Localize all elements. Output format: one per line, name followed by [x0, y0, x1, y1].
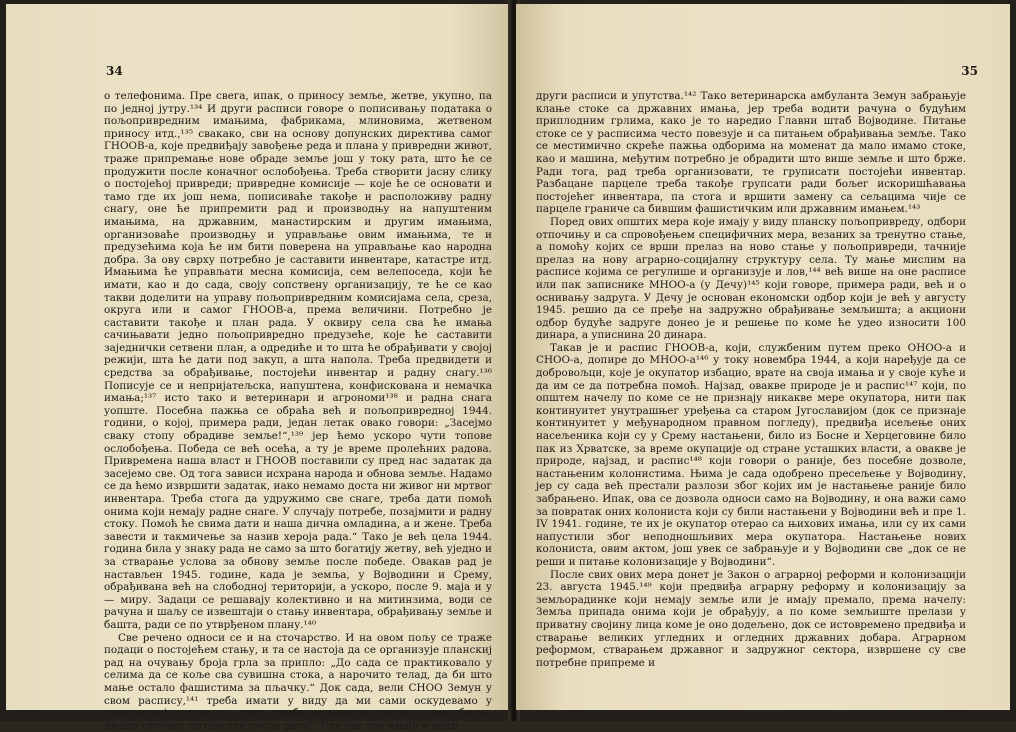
- page-number: 34: [106, 64, 123, 78]
- page-text: [104, 90, 492, 732]
- left-page: [6, 4, 512, 732]
- paragraph: о телефонима. Пре свега, ипак, о приносу земље, жетве, укупно, па по једној јутру.¹³⁴ И други расписи говоре о пописивању података о пољопривредним имањима, фабрикама, млиновима, жетвеном приносу итд.,¹³⁵ свакако, сви на основу допунских директива самог ГНООВ-а, које предвиђају завођење реда и плана у привредни живот, траже припремање нове обраде земље још у току рата, што ће се продужити после коначног ослобођења. Треба створити јасну слику о постојећој привреди; привредне комисије — које ће се основати и тамо где их још нема, пописиваће такође и расположиву радну снагу, оне ће припремити рад и производњу на напуштеним имањима, на државним, манастирским и другим имањима, организоваће производњу и управљање овим имањима, те и предузећима која ће им бити поверена на управљање као народна добра. За ову сврху потребно је саставити инвентаре, катастре итд. Имањима ће управљати месна комисија, сем велепоседа, који ће имати, као и до сада, своју сопствену организацију, те ће се као такви доделити на управу пољопривредним комисијама села, среза, округа или и самог ГНООВ-а, према величини. Потребно је саставити такође и план рада. У оквиру села сва ће имања сачињавати једно пољопривредно предузеће, које ће саставити заједнички сетвени план, а одредиће и то шта ће обрађивати у својој режији, шта ће дати под закуп, а шта напола. Треба предвидети и средства за обрађивање, постојећи инвентар и радну снагу.¹³⁶ Пописује се и непријатељска, напуштена, конфискована и немачка имања;¹³⁷ исто тако и ветеринари и агрономи¹³⁸ и радна снага уопште. Посебна пажња се обраћа већ и пољопривредној 1944. години, о којој, примера ради, један летак овако говори: „Засејмо сваку стопу обрадиве земље!“,¹³⁹ јер ћемо ускоро чути топове ослобођења. Победа се већ осећа, а ту је време пролећних радова. Привремена наша власт и ГНООВ поставили су пред нас задатак да засејемо све. Од тога зависи исхрана народа и обнова земље. Надамо се да ћемо извршити задатак, иако немамо доста ни живог ни мртвог инвентара. Треба стога да удружимо све снаге, треба дати помоћ онима који немају радне снаге. У случају потребе, позајмити и радну стоку. Помоћ ће свима дати и наша дична омладина, а и жене. Треба завести и такмичење за назив хероја рада.“ Тако је већ цела 1944. година била у знаку рада не само за што богатију жетву, већ уједно и за стварање услова за обнову земље после победе. Овакав рад је настављен 1945. године, када је земља, у Војводини и Срему, обрађивана већ на слободној територији, а ускоро, после 9. маја и у — миру. Задаци се решавају колективно и на митинзима, води се рачуна и шаљу се извештаји о стању инвентара, обрађивању земље и башта, ради се по утврђеном плану.¹⁴⁰: [104, 90, 492, 631]
- paragraph: После свих ових мера донет је Закон о аграрној реформи и колонизацији 23. августа 1945.¹⁴⁹ који предвиђа аграрну реформу и колонизацију за земљорадинке који немају земље или је имају премало, према начелу: Земља припада онима који је обрађују, а по коме земљиште прелази у приватну својину лица коме је оно додељено, док се истовремено предвиђа и стварање великих угледних и огледних државних добара. Аграрном реформом, стварањем државног и задружног сектора, извршене су све потребне припреме и: [536, 568, 966, 669]
- paragraph: Поред ових општих мера које имају у виду планску пољопривреду, одбори отпочињу и са спровођењем специфичних мера, везаних за тренутно стање, а помоћу којих се врши прелаз на ново стање у пољопривреди, тачније прелаз на нову аграрно-социјалну структуру села. Ту мање мислим на расписе којима се регулише и организује и лов,¹⁴⁴ већ више на оне расписе или пак записнике МНОО-а (у Дечу)¹⁴⁵ који говоре, примера ради, већ и о оснивању задруга. У Дечу је основан економски одбор који је већ у августу 1945. решио да се пређе на задружно обрађивање земљишта; а акциони одбор будуће задруге донео је и решење по коме ће удео износити 100 динара, а уписнина 20 динара.: [536, 215, 966, 342]
- paragraph: Такав је и распис ГНООВ-а, који, службеним путем преко ОНОО-а и СНОО-а, допире до МНОО-а¹⁴⁶ у току новембра 1944, а који наређује да се добровољци, које је окупатор избацио, врате на своја имања и у своје куће и да им се да потребна помоћ. Најзад, овакве природе је и распис¹⁴⁷ који, по општем начелу по коме се не признају никакве мере окупатора, нити пак континуитет унутрашњег уређења са старом Југославијом (док се признаје континуитет у међународном правном погледу), предвиђа исељење оних насељеника који су у Срему настањени, било из Босне и Херцеговине било пак из Хрватске, за време окупације од стране усташких власти, а овакве је природе, најзад, и распис¹⁴⁸ који говори о раније, без посебне дозволе, настањеним колонистима. Њима је сада одобрено пресељење у Војводину, јер су сада већ престали разлози због којих им је настањење раније било забрањено. Ипак, ова се дозвола односи само на Војводину, и она важи само за повратак оних колониста који су били настањени у Војводини већ и пре 1. IV 1941. године, те их је окупатор отерао са њихових имања, или су их сами напустили због неподношљивих мера окупатора. Настањење нових колониста, овим актом, још увек се забрањује и у Војводини све „док се не реши и питање колонизације у Војводини“.: [536, 341, 966, 568]
- right-page: [516, 4, 1010, 710]
- page-number: 35: [961, 64, 978, 78]
- paragraph: други расписи и упутства.¹⁴² Тако ветеринарска амбуланта Земун забрањује клање стоке са државних имања, јер треба водити рачуна о будућим приплодним грлима, како је то наредио Главни штаб Војводине. Питање стоке се у расписима често повезује и са питањем обрађивања земље. Тако се местимично скреће пажња одборима на моменат да мало имамо стоке, као и машина, међутим потребно је обрадити што више земље и што брже. Ради тога, рад треба организовати, те груписати постојећи инвентар. Разбацане парцеле треба такође групсати ради бољег искоришћавања постојећег инвентара, па стога и вршити замену са сељацима чије се парцеле граниче са бившим фашистичким или државним имањем.¹⁴³: [536, 90, 966, 216]
- page-text: [536, 90, 966, 669]
- paragraph: Све речено односи се и на сточарство. И на овом пољу се траже подаци о постојећем стању, и та се настоја да се организује планскиј рад на очувању броја грла за припло: „До сада се практиковало у селима да се коље сва сувишна стока, а нарочито телад, да би што мање остало фашистима за пљачку.“ Док сада, вели СНОО Земун у свом распису,¹⁴¹ треба имати у виду да ми сами оскудевамо у приплодној стоци, те стога треба остављати телад, „како бисмо имали сточног потомства после рата“. Сличан тон имају и неки: [104, 631, 492, 732]
